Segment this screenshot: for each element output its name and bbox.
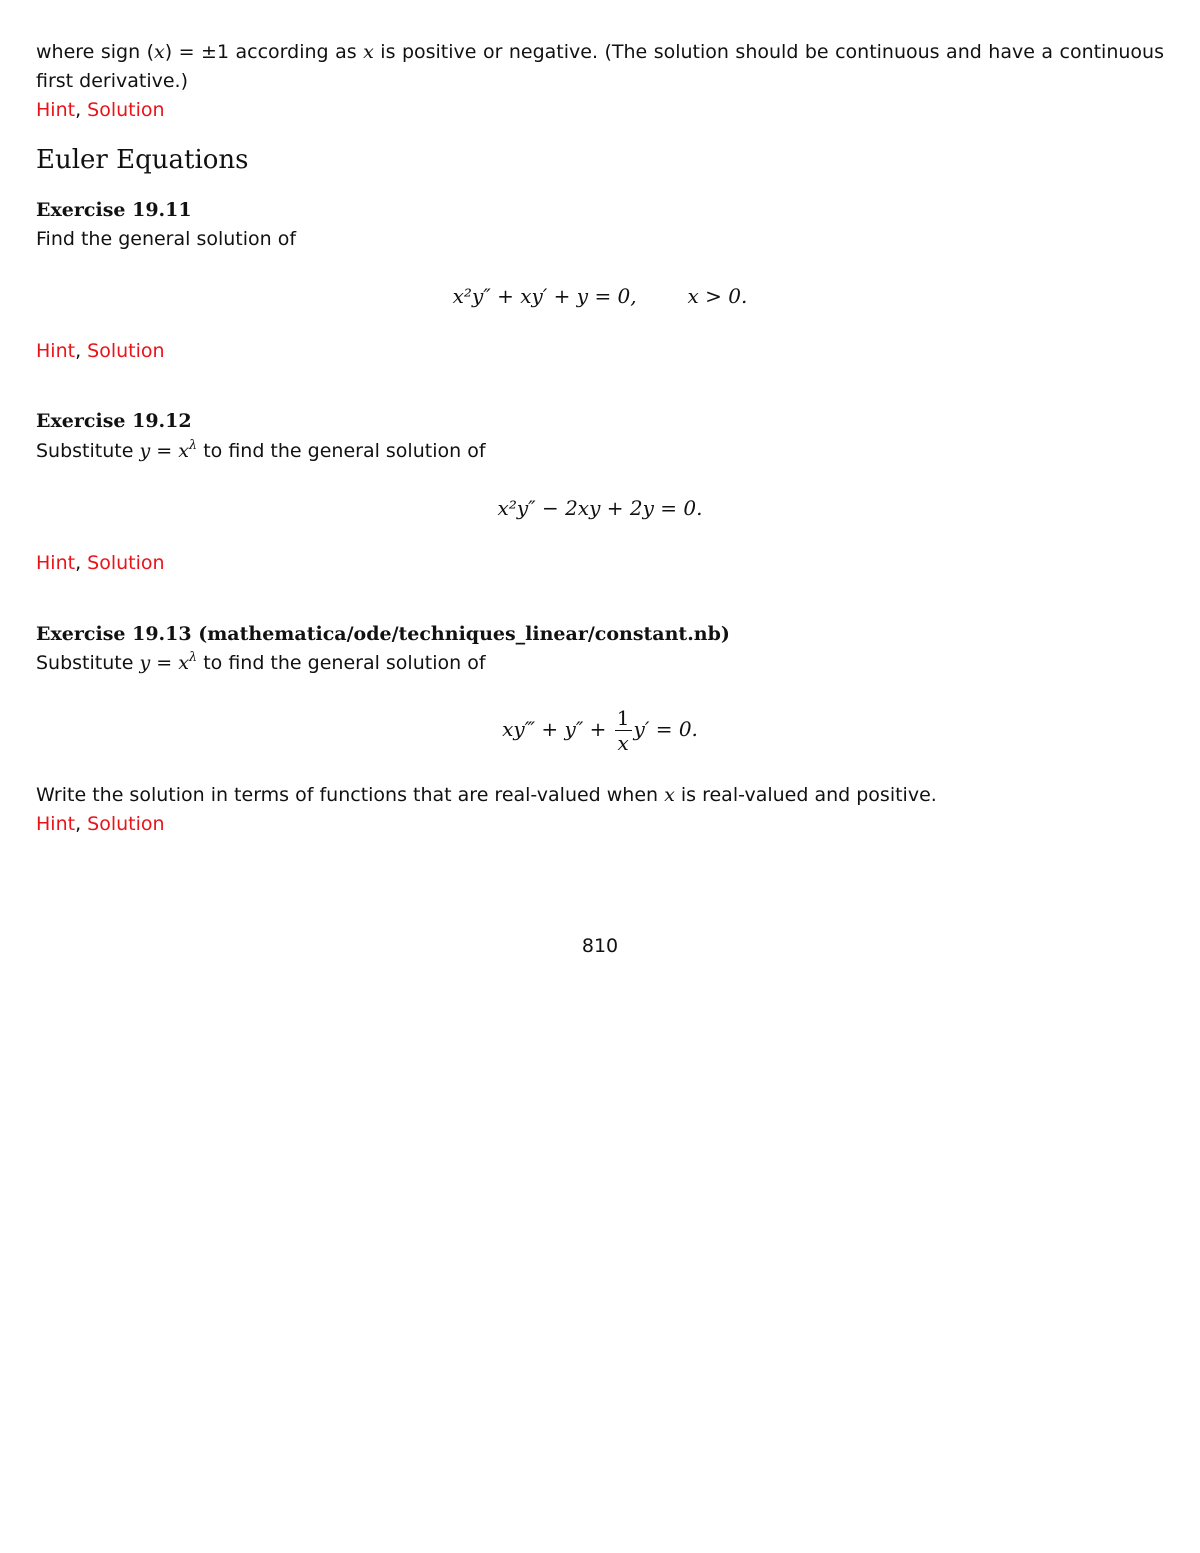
prompt-math: y = x — [139, 440, 189, 462]
prompt-text-a: Substitute — [36, 440, 140, 462]
exercise-prompt — [36, 649, 1164, 678]
exercise-prompt: Find the general solution of — [36, 228, 297, 250]
intro-var-x: x — [154, 41, 165, 63]
prompt-sup: λ — [188, 650, 198, 665]
equation-part-a: xy‴ + y″ + — [502, 717, 613, 741]
exercise-title: Exercise 19.13 (mathematica/ode/techniques_linear/constant.nb) — [36, 623, 730, 645]
exercise-title: Exercise 19.12 — [36, 410, 192, 432]
exercise-links — [36, 337, 165, 366]
prompt-text-b: to find the general solution of — [197, 652, 486, 674]
link-separator: , — [75, 340, 88, 362]
exercise-prompt — [36, 437, 1164, 466]
fraction-denominator: x — [617, 731, 629, 755]
exercise-equation: x²y″ − 2xy + 2y = 0. — [497, 496, 703, 520]
note-text-b: is real-valued and positive. — [674, 784, 937, 806]
prompt-text-a: Substitute — [36, 652, 140, 674]
page-number: 810 — [581, 935, 619, 957]
exercise-title: Exercise 19.11 — [36, 199, 192, 221]
exercise-equation — [36, 706, 1164, 755]
hint-link[interactable]: Hint — [36, 552, 76, 574]
intro-text-a: where sign ( — [36, 41, 155, 63]
solution-link[interactable]: Solution — [87, 552, 165, 574]
intro-links — [36, 96, 165, 125]
solution-link[interactable]: Solution — [87, 99, 165, 121]
section-title: Euler Equations — [36, 145, 249, 175]
link-separator: , — [75, 552, 88, 574]
intro-text-b: ) = ±1 according as — [164, 41, 364, 63]
solution-link[interactable]: Solution — [87, 340, 165, 362]
exercise-equation: x²y″ + xy′ + y = 0, x > 0. — [452, 284, 748, 308]
prompt-sup: λ — [188, 438, 198, 453]
link-separator: , — [75, 813, 88, 835]
prompt-text-b: to find the general solution of — [197, 440, 486, 462]
note-var-x: x — [664, 784, 675, 806]
hint-link[interactable]: Hint — [36, 340, 76, 362]
fraction — [615, 706, 632, 755]
hint-link[interactable]: Hint — [36, 813, 76, 835]
exercise-links — [36, 549, 165, 578]
link-separator: , — [75, 99, 88, 121]
exercise-links — [36, 810, 165, 839]
exercise-note — [36, 781, 1164, 810]
intro-paragraph — [36, 38, 1164, 96]
intro-text-c: is positive or negative. (The solution should be continuous and have a continuous first derivative.) — [36, 41, 1164, 92]
equation-part-b: y′ = 0. — [633, 717, 698, 741]
intro-var-x2: x — [363, 41, 374, 63]
fraction-numerator: 1 — [616, 706, 630, 730]
prompt-math: y = x — [139, 652, 189, 674]
solution-link[interactable]: Solution — [87, 813, 165, 835]
note-text-a: Write the solution in terms of functions that are real-valued when — [36, 784, 665, 806]
hint-link[interactable]: Hint — [36, 99, 76, 121]
